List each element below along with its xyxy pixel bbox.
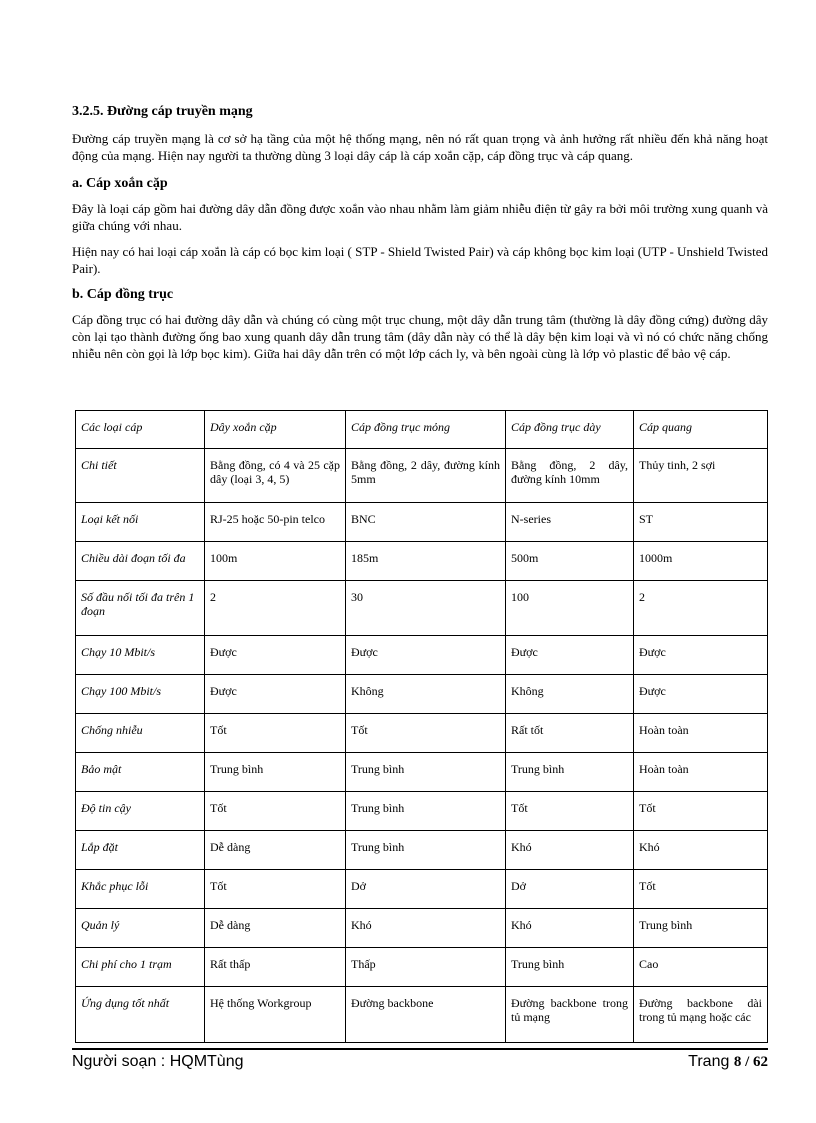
header-cell: Các loại cáp bbox=[76, 411, 205, 449]
table-cell: Hoàn toàn bbox=[634, 714, 768, 753]
row-label: Chi tiết bbox=[76, 449, 205, 503]
table-cell: Cao bbox=[634, 948, 768, 987]
footer-author: Người soạn : HQMTùng bbox=[72, 1053, 244, 1070]
table-cell: Không bbox=[346, 675, 506, 714]
table-cell: Được bbox=[634, 675, 768, 714]
table-cell: Bằng đồng, có 4 và 25 cặp dây (loại 3, 4, 5) bbox=[205, 449, 346, 503]
table-cell: Rất tốt bbox=[506, 714, 634, 753]
heading-twisted-pair: a. Cáp xoắn cặp bbox=[72, 176, 168, 191]
table-cell: Trung bình bbox=[346, 753, 506, 792]
table-cell: 30 bbox=[346, 581, 506, 636]
table-cell: Khó bbox=[346, 909, 506, 948]
table-row bbox=[76, 792, 768, 831]
table-cell: Tốt bbox=[205, 792, 346, 831]
table-cell: 100 bbox=[506, 581, 634, 636]
table-row bbox=[76, 542, 768, 581]
table-cell: N-series bbox=[506, 503, 634, 542]
row-label: Chạy 100 Mbit/s bbox=[76, 675, 205, 714]
table-row bbox=[76, 714, 768, 753]
table-cell: Thấp bbox=[346, 948, 506, 987]
table-cell: Dở bbox=[346, 870, 506, 909]
table-cell: Bằng đồng, 2 dây, đường kính 5mm bbox=[346, 449, 506, 503]
table-cell: Được bbox=[205, 636, 346, 675]
header-cell: Cáp quang bbox=[634, 411, 768, 449]
section-title: 3.2.5. Đường cáp truyền mạng bbox=[72, 104, 253, 119]
page-label: Trang bbox=[688, 1053, 730, 1070]
intro-paragraph: Đường cáp truyền mạng là cơ sở hạ tầng của một hệ thống mạng, nên nó rất quan trọng và ảnh hưởng rất nhiều đến khả năng hoạt động của mạng. Hiện nay người ta thường dùng 3 loại dây cáp là cáp xoắn cặp, cáp đồng trục và cáp quang. bbox=[72, 131, 768, 163]
header-cell: Cáp đồng trục mỏng bbox=[346, 411, 506, 449]
footer-divider bbox=[72, 1048, 768, 1050]
header-cell: Cáp đồng trục dày bbox=[506, 411, 634, 449]
table-cell: 100m bbox=[205, 542, 346, 581]
row-label: Ứng dụng tốt nhất bbox=[76, 987, 205, 1043]
table-row bbox=[76, 503, 768, 542]
document-body bbox=[72, 98, 768, 362]
table-cell: Rất thấp bbox=[205, 948, 346, 987]
table-cell: Trung bình bbox=[506, 753, 634, 792]
row-label: Loại kết nối bbox=[76, 503, 205, 542]
table-cell: RJ-25 hoặc 50-pin telco bbox=[205, 503, 346, 542]
table-cell: 185m bbox=[346, 542, 506, 581]
twisted-pair-paragraph-1: Đây là loại cáp gồm hai đường dây dẫn đồng được xoắn vào nhau nhằm làm giảm nhiễu điện từ gây ra bởi môi trường xung quanh và giữa chúng với nhau. bbox=[72, 201, 768, 233]
table-cell: Khó bbox=[506, 909, 634, 948]
table-cell: 500m bbox=[506, 542, 634, 581]
twisted-pair-paragraph-2: Hiện nay có hai loại cáp xoắn là cáp có bọc kim loại ( STP - Shield Twisted Pair) và cáp không bọc kim loại (UTP - Unshield Twisted Pair). bbox=[72, 244, 768, 276]
table-row bbox=[76, 581, 768, 636]
table-cell: Tốt bbox=[205, 714, 346, 753]
row-label: Chi phí cho 1 trạm bbox=[76, 948, 205, 987]
table-row bbox=[76, 636, 768, 675]
table-cell: Trung bình bbox=[634, 909, 768, 948]
table-cell: Hệ thống Workgroup bbox=[205, 987, 346, 1043]
table-cell: Được bbox=[634, 636, 768, 675]
table-cell: Không bbox=[506, 675, 634, 714]
table-cell: Dễ dàng bbox=[205, 831, 346, 870]
coaxial-paragraph: Cáp đồng trục có hai đường dây dẫn và chúng có cùng một trục chung, một dây dẫn trung tâm (thường là dây đồng cứng) đường dây còn lại tạo thành đường ống bao xung quanh dây dẫn trung tâm (dây dẫn này có thể là dây bện kim loại và vì nó có chức năng chống nhiễu nên còn gọi là lớp bọc kim). Giữa hai dây dẫn trên có một lớp cách ly, và bên ngoài cùng là lớp vỏ plastic để bảo vệ cáp. bbox=[72, 312, 768, 361]
table-cell: Trung bình bbox=[346, 831, 506, 870]
table-cell: Tốt bbox=[634, 870, 768, 909]
table-row bbox=[76, 675, 768, 714]
table-row bbox=[76, 948, 768, 987]
table-row bbox=[76, 753, 768, 792]
table-cell: Dở bbox=[506, 870, 634, 909]
table-cell: Tốt bbox=[634, 792, 768, 831]
table-cell: Khó bbox=[634, 831, 768, 870]
header-cell: Dây xoắn cặp bbox=[205, 411, 346, 449]
table-row bbox=[76, 449, 768, 503]
table-cell: Đường backbone trong tủ mạng bbox=[506, 987, 634, 1043]
table-row bbox=[76, 909, 768, 948]
table-row bbox=[76, 987, 768, 1043]
table-row bbox=[76, 870, 768, 909]
row-label: Khắc phục lỗi bbox=[76, 870, 205, 909]
footer-page bbox=[688, 1053, 768, 1071]
cable-comparison-table bbox=[75, 410, 768, 1043]
row-label: Quản lý bbox=[76, 909, 205, 948]
table-cell: Hoàn toàn bbox=[634, 753, 768, 792]
row-label: Độ tin cậy bbox=[76, 792, 205, 831]
row-label: Số đầu nối tối đa trên 1 đoạn bbox=[76, 581, 205, 636]
table-cell: Tốt bbox=[346, 714, 506, 753]
table-cell: Thủy tinh, 2 sợi bbox=[634, 449, 768, 503]
row-label: Chiều dài đoạn tối đa bbox=[76, 542, 205, 581]
table-cell: Được bbox=[506, 636, 634, 675]
table-cell: Tốt bbox=[205, 870, 346, 909]
table-cell: Được bbox=[205, 675, 346, 714]
row-label: Lắp đặt bbox=[76, 831, 205, 870]
table-cell: 2 bbox=[205, 581, 346, 636]
row-label: Chống nhiễu bbox=[76, 714, 205, 753]
table-cell: Được bbox=[346, 636, 506, 675]
table-cell: Tốt bbox=[506, 792, 634, 831]
table-row bbox=[76, 831, 768, 870]
table-cell: Dễ dàng bbox=[205, 909, 346, 948]
table-cell: BNC bbox=[346, 503, 506, 542]
table-cell: Khó bbox=[506, 831, 634, 870]
table-cell: Bằng đồng, 2 dây, đường kính 10mm bbox=[506, 449, 634, 503]
table-cell: Trung bình bbox=[346, 792, 506, 831]
row-label: Bảo mật bbox=[76, 753, 205, 792]
table-cell: Đường backbone bbox=[346, 987, 506, 1043]
table-cell: Đường backbone dài trong tủ mạng hoặc các bbox=[634, 987, 768, 1043]
table-cell: ST bbox=[634, 503, 768, 542]
page-number: 8 / 62 bbox=[733, 1054, 768, 1070]
table-header-row bbox=[76, 411, 768, 449]
table-cell: 1000m bbox=[634, 542, 768, 581]
row-label: Chạy 10 Mbit/s bbox=[76, 636, 205, 675]
table-cell: Trung bình bbox=[205, 753, 346, 792]
heading-coaxial: b. Cáp đồng trục bbox=[72, 287, 174, 302]
table-cell: 2 bbox=[634, 581, 768, 636]
table-cell: Trung bình bbox=[506, 948, 634, 987]
